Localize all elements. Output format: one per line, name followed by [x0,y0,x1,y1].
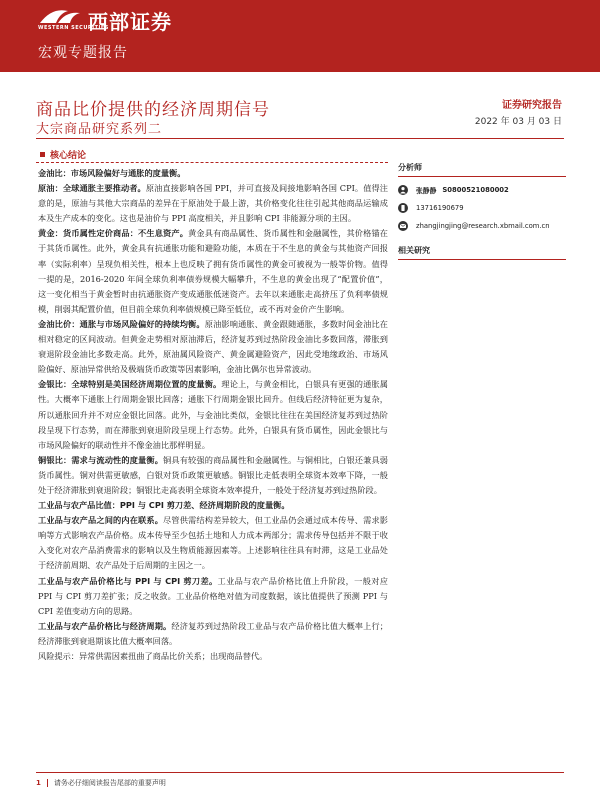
header-band [0,0,600,72]
report-type: 宏观专题报告 [38,45,128,61]
paragraph [38,181,388,226]
analyst-name-row [398,185,566,195]
disclaimer-notice: 请务必仔细阅读报告尾部的重要声明 [53,779,166,787]
paragraph [38,317,388,377]
analyst-email[interactable]: zhangjingjing@research.xbmail.com.cn [416,222,550,230]
paragraph-lead: 工业品与农产品价格比与经济周期。 [38,620,172,631]
logo-en-text: WESTERN SECURITIES [38,25,109,31]
footer-separator [47,779,48,787]
paragraph [38,498,388,513]
paragraph [38,377,388,452]
report-label: 证券研究报告 [502,100,562,111]
risk-note [38,649,388,664]
paragraph-lead: 工业品与农产品之间的内在联系。 [38,515,164,526]
paragraph-lead: 工业品与农产品价格比与 PPI 与 CPI 剪刀差。 [38,575,218,586]
paragraph-text: 风险提示：异常供需因素扭曲了商品比价关系；出现商品替代。 [38,651,268,661]
paragraph-text: 黄金具有商品属性、货币属性和金融属性，其价格锚在于其货币属性。此外，黄金具有抗通胀功能和避险功能，本质在于不生息的黄金与其他资产回报率（实际利率）呈现负相关性，根本上也反映了拥有货币属性的黄金可被视为一般等价物。值得一提的是，2016-2020 年间全球负利率债券规模大幅攀升，不生息的黄金出现了“配置价值”，这一变化相当于黄金暂时由抗通胀资产变成通胀低迷资产。去年以来通胀走高挤压了负利率债规模，削弱其配置价值，但目前全球负利率债规模已降至低位，或不再对金价产生影响。 [38,228,388,314]
person-icon [398,185,408,195]
analyst-email-row [398,221,566,231]
title-divider [36,138,564,139]
paragraph-text: 原油影响通胀、黄金跟随通胀，多数时间金油比在相对稳定的区间波动。但黄金走势相对原油滞后，经济复苏到过热阶段金油比多数回落，滞胀到衰退阶段金油比多数走高。此外，原油属风险资产、黄金属避险资产，因此受地缘政治、市场风险偏好、原油异常供给及极端货币政策等因素影响，金油比偶尔也异常波动。 [38,318,388,375]
analyst-panel [398,162,566,260]
paragraph [38,453,388,498]
footer [36,778,166,788]
paragraph-text: 理论上，与黄金相比，白银具有更强的通胀属性。大概率下通胀上行周期金银比回落；通胀下行周期金银比回升。但线后经济特征更为复杂，所以通胀回升并不对应金银比回落。此外，与金油比类似，金银比往往在美国经济复苏到过热阶段呈现下行态势，而在滞胀到衰退阶段呈现上行态势。此外，白银具有货币属性，因此金银比与市场风险偏好的联动性并不像金油比那样明显。 [38,379,388,450]
analyst-phone-row [398,203,566,213]
paragraph-text: 铜具有较强的商品属性和金融属性。与铜相比，白银还兼具弱货币属性。铜对供需更敏感，白银对货币政策更敏感。铜银比走低表明全球资本效率下降，一般处于经济滞胀到衰退阶段；铜银比走高表明全球资本效率提升，一般处于经济复苏到过热阶段。 [38,454,388,495]
paragraph [38,226,388,317]
analyst-name: 张静静 [416,187,437,195]
logo-mark-icon [38,5,109,35]
paragraph-text: 经济复苏到过热阶段工业品与农产品价格比值大概率上行；经济滞胀到衰退期该比值大概率回落。 [38,620,388,646]
paragraph [38,166,388,181]
paragraph-lead: 铜银比：需求与流动性的度量衡。 [38,454,164,465]
company-logo [38,5,172,35]
analyst-registration: S0800521080002 [442,186,509,194]
logo-cn-text: 西部证券 [88,9,172,34]
paragraph [38,574,388,619]
paragraph-text: 工业品与农产品价格比值上升阶段，一般对应 PPI 与 CPI 剪刀差扩张；反之收敛。工业品价格绝对值为司度数据，该比值提供了预测 PPI 与 CPI 差值变动方向的思路。 [38,575,388,616]
summary-body [38,166,388,664]
report-subtitle: 大宗商品研究系列二 [36,122,163,137]
report-title: 商品比价提供的经济周期信号 [36,100,270,120]
paragraph-lead: 金银比：全球特别是美国经济周期位置的度量衡。 [38,379,222,390]
paragraph [38,619,388,649]
analyst-header: 分析师 [398,162,566,177]
phone-icon [398,203,408,213]
section-bullet-icon [40,152,45,157]
report-date: 2022 年 03 月 03 日 [474,117,562,127]
page-number: 1 [36,779,41,787]
paragraph-lead: 原油：全球通胀主要推动者。 [38,183,146,194]
footer-divider [36,772,564,773]
section-title: 核心结论 [50,151,87,161]
paragraph-lead: 金油比价：通胀与市场风险偏好的持续均衡。 [38,318,205,329]
section-divider [36,162,388,164]
paragraph-lead: 黄金：货币属性定价商品：不生息资产。 [38,228,189,239]
paragraph-text: 原油直接影响各国 PPI，并可直接及间接地影响各国 CPI。值得注意的是，原油与其他大宗商品的差异在于原油处于最上游，其价格变化往往引起其他商品运输成本及生产成本的变化。这也是油价与 PPI 高度相关，并且影响 CPI 非能源分项的主因。 [38,183,388,224]
paragraph-text: 尽管供需结构差异较大，但工业品仍会通过成本传导、需求影响等方式影响农产品价格。成本传导至少包括土地和人力成本两部分；需求传导包括并不限于收入变化对农产品消费需求的影响以及生物质能源因素等。上述影响往往具有时滞，这是工业品处于经济前周期、农产品处于后周期的主因之一。 [38,515,388,571]
related-research-header: 相关研究 [398,245,566,260]
analyst-phone: 13716190679 [416,204,464,212]
section-header [40,148,86,161]
paragraph-lead: 金油比：市场风险偏好与通胀的度量衡。 [38,168,186,178]
mail-icon [398,221,408,231]
paragraph [38,513,388,573]
paragraph-lead: 工业品与农产品比值：PPI 与 CPI 剪刀差、经济周期阶段的度量衡。 [38,500,290,511]
